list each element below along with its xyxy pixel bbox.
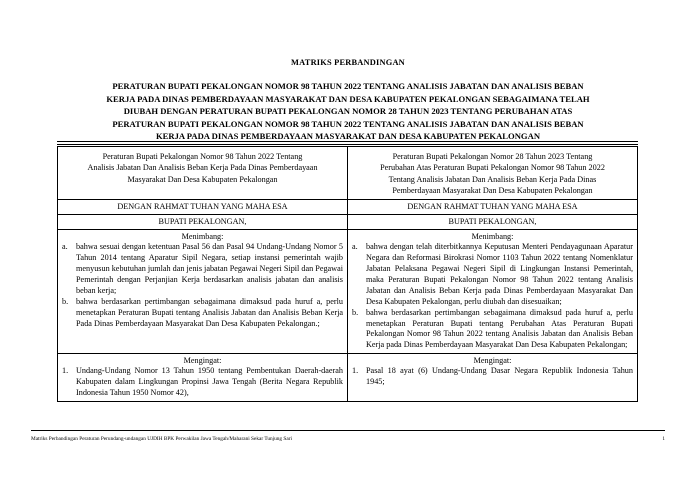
item-text: bahwa berdasarkan pertimbangan sebagaimana dimaksud pada huruf a, perlu menetapkan Peraturan Bupati tentang Analisis Jabatan dan Analisis Beban Kerja Pada Dinas Pemberdayaan Masyarakat Dan Desa Kabupaten Pekalongan.; [76,296,343,328]
table-row [58,354,638,402]
header-line: Pemberdayaan Masyarakat Dan Desa Kabupaten Pekalongan [392,185,593,195]
comparison-table [57,146,638,402]
header-line: Masyarakat Dan Desa Kabupaten Pekalongan [127,174,278,184]
double-rule-divider [57,141,638,145]
subtitle-line: KERJA PADA DINAS PEMBERDAYAAN MASYARAKAT DAN DESA KABUPATEN PEKALONGAN [155,131,541,142]
item-text: Pasal 18 ayat (6) Undang-Undang Dasar Negara Republik Indonesia Tahun 1945; [366,366,633,387]
menimbang-label: Menimbang: [471,232,514,242]
mengingat-label: Mengingat: [473,356,512,366]
list-item [62,242,343,297]
right-menimbang-cell [348,230,638,354]
header-line: Perubahan Atas Peraturan Bupati Pekalongan Nomor 98 Tahun 2022 [380,163,605,173]
menimbang-label: Menimbang: [181,232,224,242]
item-text: bahwa dengan telah diterbitkannya Keputusan Menteri Pendayagunaan Aparatur Negara dan Reformasi Birokrasi Nomor 1103 Tahun 2022 tentang Nomenklatur Jabatan Pelaksana Pegawai Negeri Sipil di Lingkungan Instansi Pemerintah, maka Peraturan Bupati Pekalongan Nomor 98 Tahun 2022 tentang Analisis Jabatan dan Analisis Beban Kerja pada Dinas Pemberdayaan Masyarakat Dan Desa Kabupaten Pekalongan, perlu diubah dan disesuaikan; [366,242,633,306]
item-text: Undang-Undang Nomor 13 Tahun 1950 tentang Pembentukan Daerah-daerah Kabupaten dalam Lingkungan Propinsi Jawa Tengah (Berita Negara Republik Indonesia Tahun 1950 Nomor 42), [76,366,343,398]
header-line: Peraturan Bupati Pekalongan Nomor 98 Tahun 2022 Tentang [102,152,303,161]
page-footer [31,430,665,442]
table-row [58,230,638,354]
subtitle-line: DIUBAH DENGAN PERATURAN BUPATI PEKALONGAN NOMOR 28 TAHUN 2023 TENTANG PERUBAHAN ATAS [123,106,573,117]
table-header-row [58,147,638,200]
list-item [352,242,633,307]
right-opening: DENGAN RAHMAT TUHAN YANG MAHA ESA [348,200,638,215]
left-opening: DENGAN RAHMAT TUHAN YANG MAHA ESA [58,200,348,215]
header-line: Tentang Analisis Jabatan Dan Analisis Beban Kerja Pada Dinas [388,174,597,184]
item-marker: b. [62,296,69,306]
item-marker: a. [62,242,68,252]
subtitle-line: PERATURAN BUPATI PEKALONGAN NOMOR 98 TAHUN 2022 TENTANG ANALISIS JABATAN DAN ANALISIS BEBAN [112,81,584,91]
mengingat-label: Mengingat: [183,356,222,366]
left-authority: BUPATI PEKALONGAN, [58,215,348,230]
list-item [352,366,633,388]
page-margin [0,418,696,430]
header-line: Peraturan Bupati Pekalongan Nomor 28 Tahun 2023 Tentang [392,152,593,161]
subtitle-line: KERJA PADA DINAS PEMBERDAYAAN MASYARAKAT DAN DESA KABUPATEN PEKALONGAN SEBAGAIMANA TELAH [106,93,590,104]
left-menimbang-cell [58,230,348,354]
item-text: bahwa berdasarkan pertimbangan sebagaimana dimaksud pada huruf a, perlu menetapkan Peraturan Bupati tentang Perubahan Atas Peraturan Bupati Pekalongan Nomor 98 Tahun 2022 tentang Analisis Jabatan dan Analisis Beban Kerja pada Dinas Pemberdayaan Masyarakat Dan Desa Kabupaten Pekalongan; [366,307,633,350]
list-item [62,297,343,330]
left-column-header [58,147,348,200]
page-number: 1 [662,436,665,442]
item-marker: 1. [62,366,69,376]
document-subtitle [60,80,636,143]
item-marker: 1. [352,366,359,376]
document-title: MATRIKS PERBANDINGAN [291,58,405,67]
list-item [352,308,633,352]
right-column-header [348,147,638,200]
footer-text: Matriks Perbandingan Peraturan Perundang-undangan UJDIH BPK Perwakilan Jawa Tengah/Maharani Sekar Tunjung Sari [31,436,292,442]
subtitle-line: PERATURAN BUPATI PEKALONGAN NOMOR 98 TAHUN 2022 TENTANG ANALISIS JABATAN DAN ANALISIS BEBAN [112,118,584,129]
list-item [62,366,343,399]
table-row [58,215,638,230]
right-authority: BUPATI PEKALONGAN, [348,215,638,230]
right-mengingat-cell [348,354,638,402]
item-text: bahwa sesuai dengan ketentuan Pasal 56 dan Pasal 94 Undang-Undang Nomor 5 Tahun 2014 tentang Aparatur Sipil Negara, setiap instansi pemerintah wajib menyusun kebutuhan jumlah dan jenis jabatan Pegawai Negeri Sipil dan Pegawai Pemerintah dengan Perjanjian Kerja berdasarkan analisis jabatan dan analisis beban kerja; [76,242,343,295]
item-marker: a. [352,242,358,252]
left-mengingat-cell [58,354,348,402]
item-marker: b. [352,307,359,317]
table-row [58,200,638,215]
header-line: Analisis Jabatan Dan Analisis Beban Kerja Pada Dinas Pemberdayaan [87,163,318,173]
